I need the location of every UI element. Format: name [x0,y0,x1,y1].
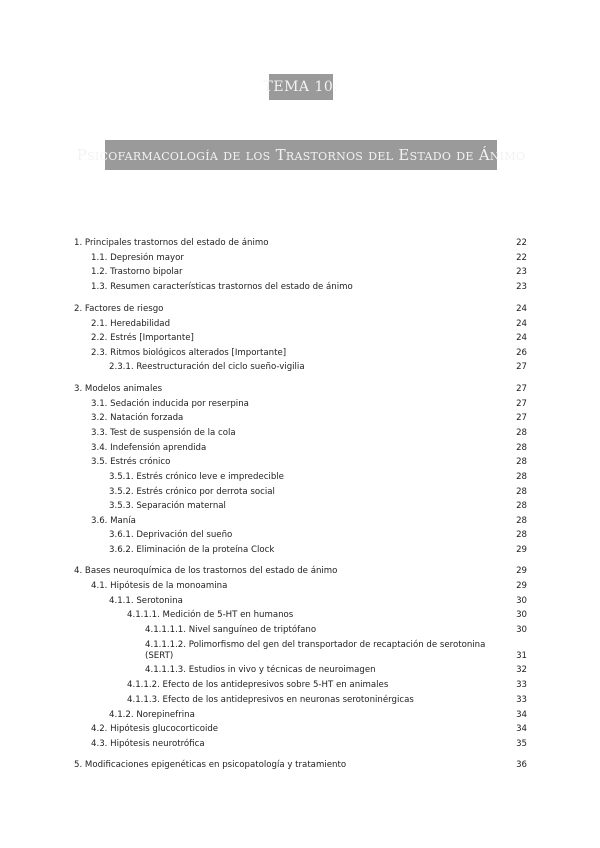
toc-entry-page: 31 [516,651,527,661]
toc-entry-page: 24 [516,304,527,314]
toc-entry-page: 34 [516,724,527,734]
toc-entry-text: 5. Modificaciones epigenéticas en psicopatología y tratamiento [74,760,347,770]
toc-entry-text: 4. Bases neuroquímica de los trastornos del estado de ánimo [74,566,338,576]
toc-entry-page: 23 [516,267,527,277]
toc-entry-text: 3.3. Test de suspensión de la cola [91,428,236,438]
toc-entry-page: 28 [516,530,527,540]
chapter-title: Psicofarmacología de los Trastornos del Estado de Ánimo [105,140,497,170]
toc-entry-text: 3.5.3. Separación maternal [109,501,226,511]
toc-entry-text: 2.3.1. Reestructuración del ciclo sueño-vigilia [109,362,305,372]
toc-entry-page: 27 [516,362,527,372]
toc-entry-page: 28 [516,428,527,438]
toc-entry-text: 4.1.1.2. Efecto de los antidepresivos sobre 5-HT en animales [127,680,389,690]
toc-entry-page: 28 [516,443,527,453]
chapter-label: TEMA 10: [269,74,333,100]
toc-entry-page: 34 [516,710,527,720]
toc-entry-page: 24 [516,333,527,343]
toc-entry-page: 28 [516,472,527,482]
toc-entry-page: 36 [516,760,527,770]
toc-entry-text: 3. Modelos animales [74,384,163,394]
toc-entry-text: 4.1.1.1. Medición de 5-HT en humanos [127,610,294,620]
toc-entry-text: 4.1.1.3. Efecto de los antidepresivos en neuronas serotoninérgicas [127,695,414,705]
toc-entry-text: 4.3. Hipótesis neurotrófica [91,739,205,749]
toc-entry-text: 4.1.1. Serotonina [109,596,183,606]
toc-entry-page: 35 [516,739,527,749]
toc-entry-text: 2.2. Estrés [Importante] [91,333,194,343]
toc-entry-page: 24 [516,319,527,329]
toc-entry-page: 30 [516,625,527,635]
toc-entry-text: (SERT) [145,651,174,661]
toc-entry-page: 28 [516,516,527,526]
toc-entry-text: 1.1. Depresión mayor [91,253,184,263]
toc-entry-text: 3.4. Indefensión aprendida [91,443,207,453]
toc-entry-page: 28 [516,501,527,511]
toc-entry-page: 27 [516,399,527,409]
toc-entry-page: 27 [516,413,527,423]
toc-entry-page: 32 [516,665,527,675]
toc-entry-text: 4.1. Hipótesis de la monoamina [91,581,228,591]
toc-entry-page: 33 [516,680,527,690]
toc-entry-page: 27 [516,384,527,394]
toc-entry-text: 1.3. Resumen características trastornos del estado de ánimo [91,282,353,292]
toc-entry-text: 1. Principales trastornos del estado de ánimo [74,238,269,248]
toc-entry-text: 2.1. Heredabilidad [91,319,171,329]
toc-entry-page: 22 [516,253,527,263]
toc-entry-page: 29 [516,566,527,576]
toc-entry-text: 3.5.1. Estrés crónico leve e impredecible [109,472,284,482]
toc-entry-page: 29 [516,545,527,555]
toc-entry-text: 3.5. Estrés crónico [91,457,171,467]
toc-entry-page: 28 [516,487,527,497]
toc-entry-text: 3.1. Sedación inducida por reserpina [91,399,249,409]
toc-entry-page: 26 [516,348,527,358]
toc-entry-text: 3.2. Natación forzada [91,413,184,423]
toc-entry-page: 30 [516,596,527,606]
toc-entry-page: 28 [516,457,527,467]
toc-entry-text: 4.1.1.1.3. Estudios in vivo y técnicas de neuroimagen [145,665,376,675]
toc-entry-text: 3.6.2. Eliminación de la proteína Clock [109,545,275,555]
toc-entry-text: 3.6.1. Deprivación del sueño [109,530,233,540]
toc-entry-page: 30 [516,610,527,620]
toc-entry-page: 22 [516,238,527,248]
toc-entry-page: 23 [516,282,527,292]
toc-entry-text: 2. Factores de riesgo [74,304,164,314]
toc-entry-text: 4.2. Hipótesis glucocorticoide [91,724,219,734]
toc-entry-text: 4.1.1.1.1. Nivel sanguíneo de triptófano [145,625,317,635]
toc-entry-text: 4.1.1.1.2. Polimorfismo del gen del transportador de recaptación de serotonina [145,640,486,650]
toc-entry-text: 4.1.2. Norepinefrina [109,710,195,720]
toc-entry-text: 3.5.2. Estrés crónico por derrota social [109,487,275,497]
toc-entry-text: 2.3. Ritmos biológicos alterados [Importante] [91,348,287,358]
toc-entry-text: 1.2. Trastorno bipolar [91,267,183,277]
toc-entry-page: 33 [516,695,527,705]
toc-entry-page: 29 [516,581,527,591]
toc-entry-text: 3.6. Manía [91,516,136,526]
